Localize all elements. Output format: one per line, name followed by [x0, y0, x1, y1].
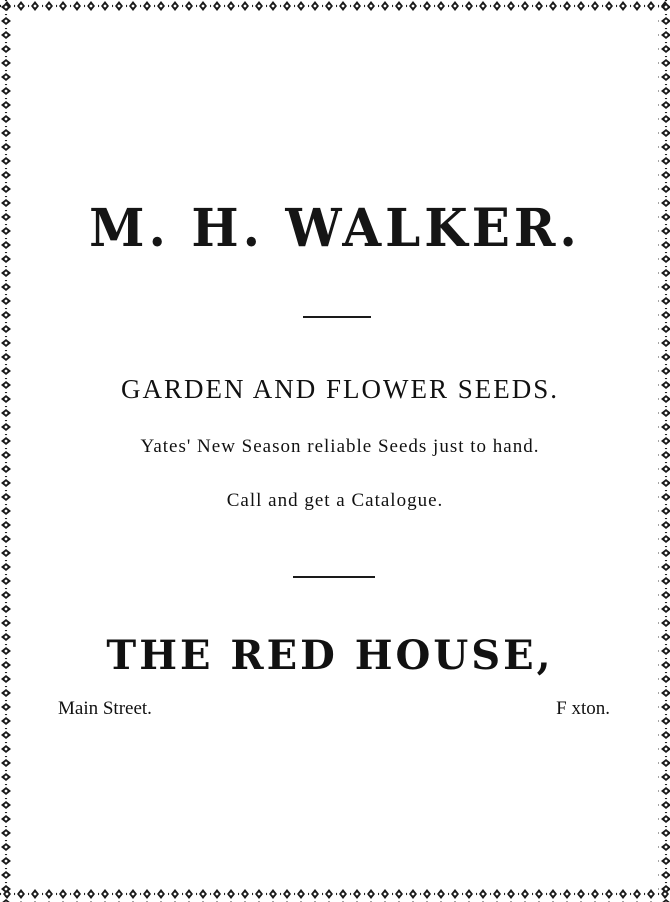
divider-rule: [303, 316, 371, 318]
town-name: F xton.: [556, 698, 610, 719]
shop-name: THE RED HOUSE,: [106, 632, 554, 679]
announcement-line: Yates' New Season reliable Seeds just to hand.: [140, 436, 540, 457]
divider-rule: [293, 576, 375, 578]
product-heading: GARDEN AND FLOWER SEEDS.: [120, 374, 559, 404]
merchant-name: M. H. WALKER.: [89, 196, 581, 259]
street-address: Main Street.: [58, 698, 152, 719]
catalogue-line: Call and get a Catalogue.: [226, 490, 444, 511]
